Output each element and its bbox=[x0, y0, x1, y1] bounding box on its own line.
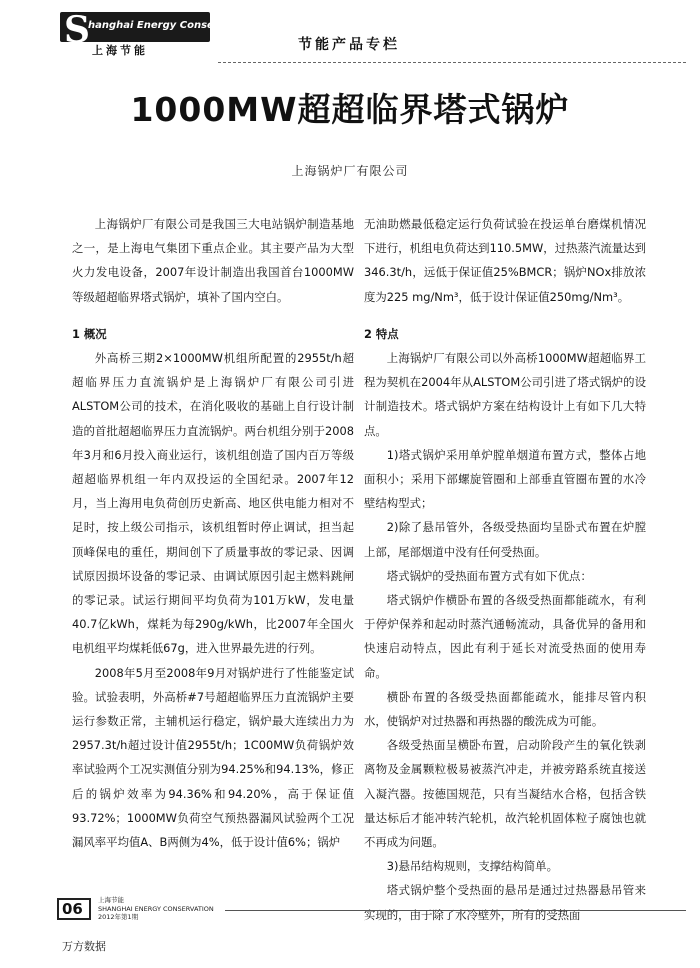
section-title: 节能产品专栏 bbox=[298, 37, 400, 53]
features-paragraph-8: 3)悬吊结构规则，支撑结构简单。 bbox=[386, 859, 558, 874]
footer-divider bbox=[225, 910, 686, 911]
header-divider bbox=[218, 62, 686, 64]
journal-info bbox=[98, 896, 214, 922]
features-paragraph-3: 2)除了悬吊管外，各级受热面均呈卧式布置在炉膛上部，尾部烟道中没有任何受热面。 bbox=[364, 520, 646, 559]
logo-english-name: hanghai Energy Conservation bbox=[88, 20, 255, 31]
overview-paragraph-2: 2008年5月至2008年9月对锅炉进行了性能鉴定试验。试验表明，外高桥#7号超超临界压力直流锅炉主要运行参数正常，主辅机运行稳定，锅炉最大连续出力为2957.3t/h超过设计值2955t/h；1C00MW负荷锅炉效率试验两个工况实测值分别为94.25%和94.13%，修正后的锅炉效率为94.36%和94.20%，高于保证值93.72%；1000MW负荷空气预热器漏风试验两个工况漏风率平均值A、B两侧为4%，低于设计值6%；锅炉 bbox=[72, 665, 354, 850]
journal-issue: 2012年第1期 bbox=[98, 913, 139, 921]
continued-paragraph: 无油助燃最低稳定运行负荷试验在投运单台磨煤机情况下进行，机组电负荷达到110.5MW，过热蒸汽流量达到346.3t/h，远低于保证值25%BMCR；锅炉NOx排放浓度为225 mg/Nm³，低于设计保证值250mg/Nm³。 bbox=[364, 217, 646, 304]
logo-chinese-name: 上海节能 bbox=[92, 44, 148, 57]
overview-paragraph-1: 外高桥三期2×1000MW机组所配置的2955t/h超超临界压力直流锅炉是上海锅炉厂有限公司引进ALSTOM公司的技术，在消化吸收的基础上自行设计制造的首批超超临界压力直流锅炉。两台机组分别于2008年3月和6月投入商业运行，该机组创造了国内百万等级超超临界机组一年内双投运的全国纪录。2007年12月，当上海用电负荷创历史新高、地区供电能力相对不足时，按上级公司指示，该机组暂时停止调试，担当起顶峰保电的重任，期间创下了质量事故的零记录、因调试原因损坏设备的零记录、由调试原因引起主燃料跳闸的零记录。试运行期间平均负荷为101万kW，发电量40.7亿kWh，煤耗为每290g/kWh，比2007年全国火电机组平均煤耗低67g，进入世界最先进的行列。 bbox=[72, 351, 354, 656]
section-heading-overview: 1 概况 bbox=[72, 326, 107, 341]
journal-name-cn: 上海节能 bbox=[98, 896, 124, 904]
features-paragraph-5: 塔式锅炉作横卧布置的各级受热面都能疏水，有利于停炉保养和起动时蒸汽通畅流动，具备优异的备用和快速启动特点，因此有利于延长对流受热面的使用寿命。 bbox=[364, 593, 646, 680]
intro-paragraph: 上海锅炉厂有限公司是我国三大电站锅炉制造基地之一，是上海电气集团下重点企业。其主要产品为大型火力发电设备，2007年设计制造出我国首台1000MW等级超超临界塔式锅炉，填补了国内空白。 bbox=[72, 217, 354, 304]
article-author: 上海锅炉厂有限公司 bbox=[291, 164, 409, 178]
features-paragraph-2: 1)塔式锅炉采用单炉膛单烟道布置方式，整体占地面积小；采用下部螺旋管圈和上部垂直管圈布置的水冷壁结构型式； bbox=[364, 447, 646, 511]
features-paragraph-6: 横卧布置的各级受热面都能疏水，能排尽管内积水，使锅炉对过热器和再热器的酸洗成为可能。 bbox=[364, 689, 646, 729]
left-column bbox=[72, 212, 354, 854]
article-title: 1000MW超超临界塔式锅炉 bbox=[130, 90, 570, 129]
logo-letter: S bbox=[64, 9, 90, 51]
journal-logo bbox=[60, 9, 255, 60]
watermark-text: 万方数据 bbox=[62, 940, 106, 953]
features-paragraph-4: 塔式锅炉的受热面布置方式有如下优点： bbox=[386, 568, 592, 583]
features-paragraph-7: 各级受热面呈横卧布置，启动阶段产生的氧化铁剥离物及金属颗粒极易被蒸汽冲走，并被旁路系统直接送入凝汽器。按德国规范，只有当凝结水合格，包括含铁量达标后才能冲转汽轮机，故汽轮机固体粒子腐蚀也就不再成为问题。 bbox=[364, 738, 646, 850]
section-heading-features: 2 特点 bbox=[364, 326, 399, 341]
features-paragraph-9: 塔式锅炉整个受热面的悬吊是通过过热器悬吊管来实现的，由于除了水冷壁外，所有的受热面 bbox=[364, 883, 646, 922]
right-column bbox=[364, 212, 646, 927]
journal-name-en: SHANGHAI ENERGY CONSERVATION bbox=[98, 904, 214, 913]
page-number: 06 bbox=[57, 898, 91, 920]
features-paragraph-1: 上海锅炉厂有限公司以外高桥1000MW超超临界工程为契机在2004年从ALSTOM公司引进了塔式锅炉的设计制造技术。塔式锅炉方案在结构设计上有如下几大特点。 bbox=[364, 351, 646, 438]
